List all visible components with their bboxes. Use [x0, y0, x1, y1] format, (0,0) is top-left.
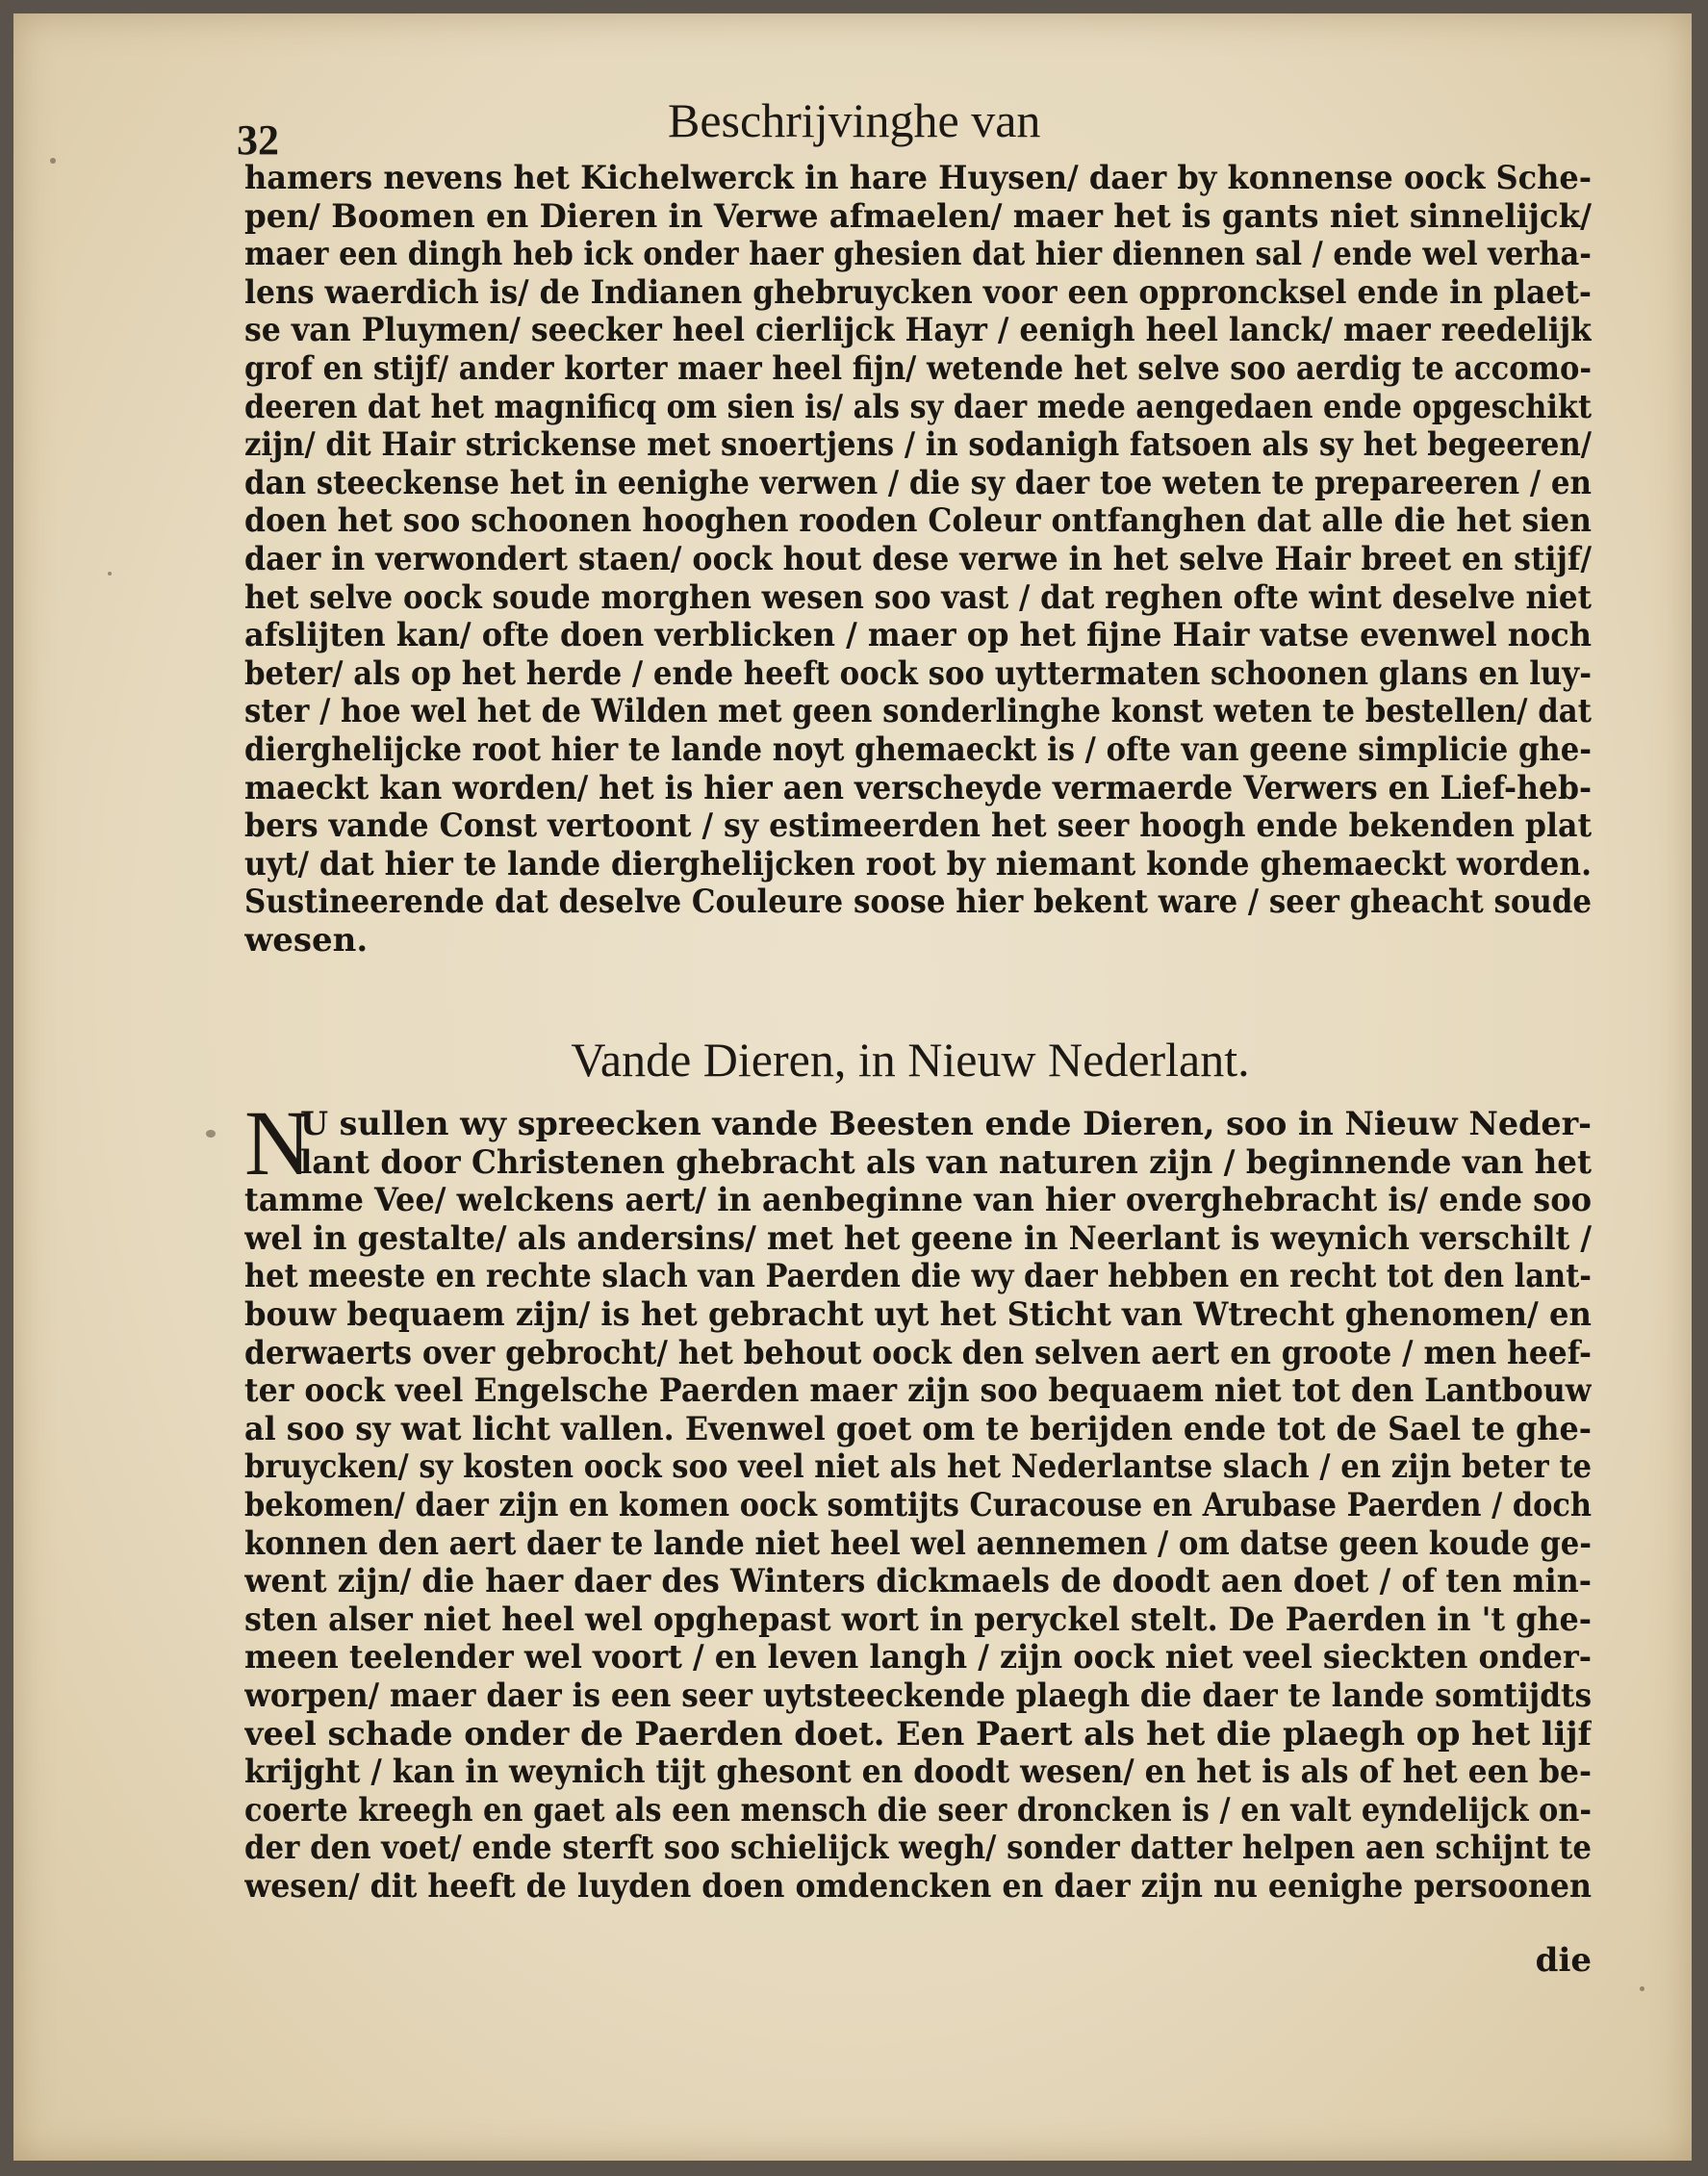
running-title: Beschrijvinghe van — [668, 93, 1041, 147]
text-line: lant door Christenen ghebracht als van naturen zijn / beginnende van het — [300, 1143, 1592, 1182]
text-line: sten alser niet heel wel opghepast wort in peryckel stelt. De Paerden in 't ghe- — [244, 1600, 1592, 1639]
text-line: tamme Vee/ welckens aert/ in aenbeginne van hier overghebracht is/ ende soo — [244, 1182, 1592, 1220]
text-line: bers vande Const vertoont / sy estimeerden het seer hoogh ende bekenden plat — [244, 807, 1592, 846]
paper-speck — [108, 572, 112, 576]
text-line: hamers nevens het Kichelwerck in hare Huysen/ daer by konnense oock Sche- — [244, 160, 1592, 197]
paper-speck — [1640, 1986, 1644, 1991]
text-line: wel in gestalte/ als andersins/ met het geene in Neerlant is weynich verschilt / — [244, 1219, 1592, 1258]
text-line: maeckt kan worden/ het is hier aen verscheyde vermaerde Verwers en Lief-heb- — [244, 769, 1592, 807]
text-line: uyt/ dat hier te lande dierghelijcken root by niemant konde ghemaeckt worden. — [244, 845, 1592, 883]
text-line: daer in verwondert staen/ oock hout dese verwe in het selve Hair breet en stijf/ — [244, 540, 1592, 578]
text-line: Sustineerende dat deselve Couleure soose hier bekent ware / seer gheacht soude — [244, 883, 1592, 922]
text-line: bruycken/ sy kosten oock soo veel niet als het Nederlantse slach / en zijn beter te — [244, 1448, 1592, 1487]
text-line: krijght / kan in weynich tijt ghesont en doodt wesen/ en het is als of het een be- — [244, 1754, 1592, 1792]
text-line: ster / hoe wel het de Wilden met geen sonderlinghe konst weten te bestellen/ dat — [244, 693, 1592, 731]
text-line: pen/ Boomen en Dieren in Verwe afmaelen/ maer het is gants niet sinnelijck/ — [244, 197, 1592, 236]
text-line: lens waerdich is/ de Indianen ghebruycken voor een opproncksel ende in plaet- — [244, 273, 1592, 312]
text-line: wesen/ dit heeft de luyden doen omdencken en daer zijn nu eenighe persoonen — [244, 1867, 1592, 1906]
text-line: het selve oock soude morghen wesen soo vast / dat reghen ofte wint deselve niet — [244, 578, 1592, 617]
paper-speck — [50, 158, 56, 164]
text-line: der den voet/ ende sterft soo schielijck wegh/ sonder datter helpen aen schijnt te — [244, 1830, 1592, 1868]
text-line: afslijten kan/ ofte doen verblicken / maer op het fijne Hair vatse evenwel noch — [244, 617, 1592, 655]
text-line: doen het soo schoonen hooghen rooden Coleur ontfanghen dat alle die het sien — [244, 502, 1592, 541]
paragraph-animals — [244, 1106, 1592, 1906]
text-line: went zijn/ die haer daer des Winters dickmaels de doodt aen doet / of ten min- — [244, 1563, 1592, 1601]
text-line: maer een dingh heb ick onder haer ghesien dat hier diennen sal / ende wel verha- — [244, 236, 1592, 274]
text-line: bekomen/ daer zijn en komen oock somtijts Curacouse en Arubase Paerden / doch — [244, 1486, 1592, 1524]
catchword: die — [1535, 1941, 1592, 1980]
text-line: veel schade onder de Paerden doet. Een Paert als het die plaegh op het lijf — [244, 1715, 1592, 1754]
text-line: grof en stijf/ ander korter maer heel fijn/ wetende het selve soo aerdig te accomo- — [244, 349, 1592, 388]
text-line: beter/ als op het herde / ende heeft oock soo uyttermaten schoonen glans en luy- — [244, 654, 1592, 693]
text-line: derwaerts over gebrocht/ het behout oock den selven aert en groote / men heef- — [244, 1334, 1592, 1372]
text-line: se van Pluymen/ seecker heel cierlijck Hayr / eenigh heel lanck/ maer reedelijk — [244, 312, 1592, 350]
text-line: coerte kreegh en gaet als een mensch die seer droncken is / en valt eyndelijck on- — [244, 1791, 1592, 1830]
text-line: deeren dat het magnificq om sien is/ als sy daer mede aengedaen ende opgeschikt — [244, 388, 1592, 426]
paper-speck — [206, 1130, 216, 1138]
text-line: dierghelijcke root hier te lande noyt ghemaeckt is / ofte van geene simplicie ghe- — [244, 730, 1592, 769]
text-line: U sullen wy spreecken vande Beesten ende Dieren, soo in Nieuw Neder- — [300, 1106, 1592, 1143]
text-line: ter oock veel Engelsche Paerden maer zijn soo bequaem niet tot den Lantbouw — [244, 1372, 1592, 1411]
text-line: het meeste en rechte slach van Paerden die wy daer hebben en recht tot den lant- — [244, 1258, 1592, 1296]
page-number: 32 — [237, 116, 279, 164]
page-header — [13, 92, 1692, 164]
text-line: dan steeckense het in eenighe verwen / die sy daer toe weten te prepareeren / en — [244, 464, 1592, 502]
drop-cap-initial: N — [244, 1091, 312, 1194]
text-line: worpen/ maer daer is een seer uytsteeckende plaegh die daer te lande somtijdts — [244, 1677, 1592, 1715]
text-line: konnen den aert daer te lande niet heel wel aennemen / om datse geen koude ge- — [244, 1524, 1592, 1563]
text-line: bouw bequaem zijn/ is het gebracht uyt het Sticht van Wtrecht ghenomen/ en — [244, 1295, 1592, 1334]
text-line: wesen. — [244, 921, 369, 960]
book-page — [13, 13, 1692, 2161]
text-line: al soo sy wat licht vallen. Evenwel goet om te berijden ende tot de Sael te ghe- — [244, 1410, 1592, 1448]
text-line: zijn/ dit Hair strickense met snoertjens / in sodanigh fatsoen als sy het begeeren/ — [244, 426, 1592, 465]
section-heading: Vande Dieren, in Nieuw Nederlant. — [571, 1033, 1250, 1087]
paragraph-dye-hair — [244, 160, 1592, 960]
text-line: meen teelender wel voort / en leven langh / zijn oock niet veel sieckten onder- — [244, 1639, 1592, 1677]
